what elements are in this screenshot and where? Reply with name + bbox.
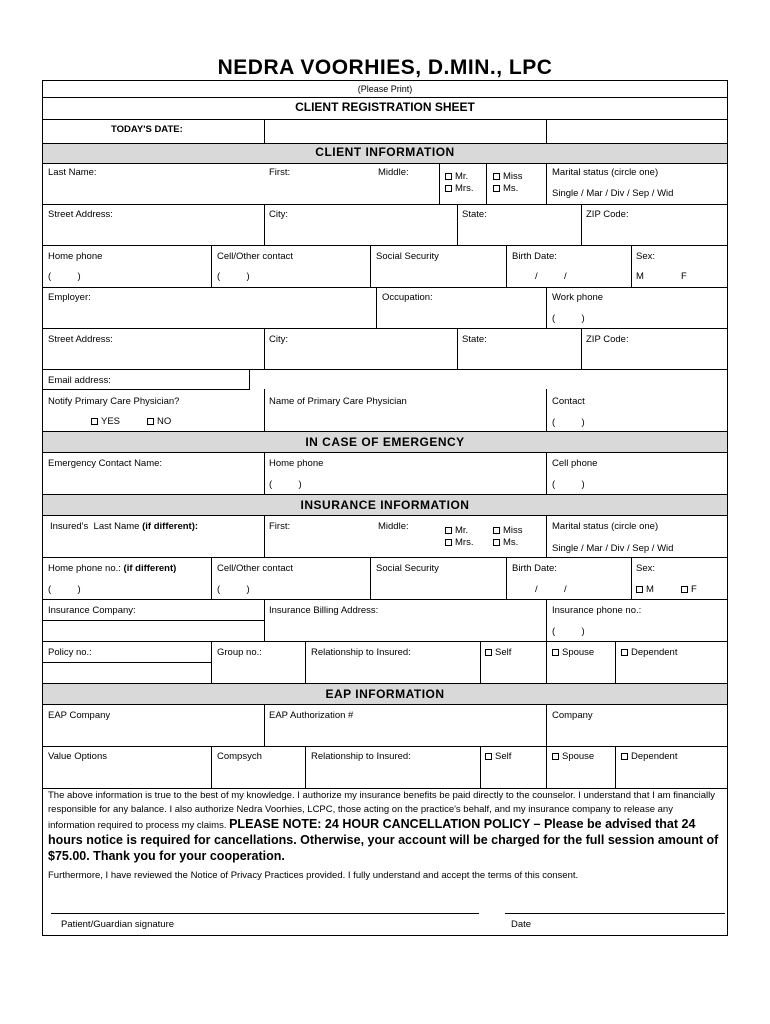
checkbox-icon <box>493 527 500 534</box>
checkbox-icon <box>636 586 643 593</box>
city-2-label: City: <box>269 334 288 345</box>
please-print: (Please Print) <box>357 84 413 94</box>
checkbox-icon <box>621 753 628 760</box>
group-no-label: Group no.: <box>217 647 262 658</box>
checkbox-icon <box>493 173 500 180</box>
insured-cell-label: Cell/Other contact <box>217 563 294 574</box>
pcp-contact-field[interactable]: ( ) <box>552 417 585 428</box>
occupation-label: Occupation: <box>382 292 433 303</box>
page-title: NEDRA VOORHIES, D.MIN., LPC <box>217 56 553 79</box>
eap-company-label: EAP Company <box>48 710 111 721</box>
checkbox-icon <box>445 527 452 534</box>
relationship-dependent[interactable]: Dependent <box>621 647 677 658</box>
ssn-label: Social Security <box>376 251 439 262</box>
signature-line[interactable] <box>51 913 479 914</box>
checkbox-icon <box>493 185 500 192</box>
insured-title-ms[interactable]: Ms. <box>493 537 518 548</box>
compsych-label: Compsych <box>217 751 262 762</box>
insured-ssn-label: Social Security <box>376 563 439 574</box>
title-mr[interactable]: Mr. <box>445 171 468 182</box>
city-label: City: <box>269 209 288 220</box>
insured-last-name-label: Insured's Last Name (if different): <box>50 521 199 532</box>
emergency-cell-phone-field[interactable]: ( ) <box>552 479 585 490</box>
insurance-title: INSURANCE INFORMATION <box>300 498 470 512</box>
pcp-contact-label: Contact <box>552 396 585 407</box>
insured-sex-f[interactable]: F <box>681 584 697 595</box>
first-name-label: First: <box>269 167 291 178</box>
insured-sex-m[interactable]: M <box>636 584 654 595</box>
relationship-spouse[interactable]: Spouse <box>552 647 594 658</box>
zip-label: ZIP Code: <box>586 209 629 220</box>
emergency-contact-label: Emergency Contact Name: <box>48 458 163 469</box>
checkbox-icon <box>91 418 98 425</box>
date-line[interactable] <box>505 913 725 914</box>
email-label: Email address: <box>48 375 111 386</box>
cell-contact-label: Cell/Other contact <box>217 251 294 262</box>
insured-title-mrs[interactable]: Mrs. <box>445 537 473 548</box>
checkbox-icon <box>485 753 492 760</box>
cell-contact-field[interactable]: ( ) <box>217 271 250 282</box>
eap-title: EAP INFORMATION <box>325 687 445 701</box>
work-phone-field[interactable]: ( ) <box>552 313 585 324</box>
signature-label: Patient/Guardian signature <box>61 919 175 930</box>
insurance-billing-label: Insurance Billing Address: <box>269 605 379 616</box>
insured-birth-label: Birth Date: <box>512 563 557 574</box>
relationship-label: Relationship to Insured: <box>311 647 411 658</box>
checkbox-icon <box>485 649 492 656</box>
insured-first-label: First: <box>269 521 291 532</box>
eap-relationship-self[interactable]: Self <box>485 751 511 762</box>
insured-home-phone-label: Home phone no.: (if different) <box>48 563 177 574</box>
insurance-company-label: Insurance Company: <box>48 605 136 616</box>
last-name-label: Last Name: <box>48 167 97 178</box>
insured-cell-field[interactable]: ( ) <box>217 584 250 595</box>
title-miss[interactable]: Miss <box>493 171 523 182</box>
street-address-label: Street Address: <box>48 209 113 220</box>
todays-date-label: TODAY'S DATE: <box>111 124 183 135</box>
insured-marital-options[interactable]: Single / Mar / Div / Sep / Wid <box>552 543 674 554</box>
zip-2-label: ZIP Code: <box>586 334 629 345</box>
date-label: Date <box>511 919 532 930</box>
client-info-title: CLIENT INFORMATION <box>315 145 455 159</box>
sex-f[interactable]: F <box>681 271 687 282</box>
home-phone-label: Home phone <box>48 251 103 262</box>
email-field[interactable] <box>250 370 728 389</box>
checkbox-icon <box>445 539 452 546</box>
todays-date-field[interactable] <box>265 120 545 142</box>
insured-title-mr[interactable]: Mr. <box>445 525 468 536</box>
sheet-title: CLIENT REGISTRATION SHEET <box>295 100 475 114</box>
relationship-self[interactable]: Self <box>485 647 511 658</box>
state-label: State: <box>462 209 487 220</box>
insured-birth-field[interactable]: / / <box>535 584 567 595</box>
emergency-title: IN CASE OF EMERGENCY <box>305 435 465 449</box>
checkbox-icon <box>445 173 452 180</box>
checkbox-icon <box>147 418 154 425</box>
eap-relationship-dependent[interactable]: Dependent <box>621 751 677 762</box>
insured-title-miss[interactable]: Miss <box>493 525 523 536</box>
street-address-2-label: Street Address: <box>48 334 113 345</box>
work-phone-label: Work phone <box>552 292 604 303</box>
middle-name-label: Middle: <box>378 167 409 178</box>
checkbox-icon <box>552 649 559 656</box>
state-2-label: State: <box>462 334 487 345</box>
sex-m[interactable]: M <box>636 271 644 282</box>
employer-label: Employer: <box>48 292 91 303</box>
cancellation-notice: PLEASE NOTE: 24 HOUR CANCELLATION POLICY – Please be advised that 24 hours notice is required for cancellations. Otherwise, your account will be charged for the full session amount of $75.00. Thank you for your cooperation. <box>48 817 719 863</box>
sex-label: Sex: <box>636 251 656 262</box>
eap-relationship-spouse[interactable]: Spouse <box>552 751 594 762</box>
marital-status-options[interactable]: Single / Mar / Div / Sep / Wid <box>552 188 674 199</box>
checkbox-icon <box>681 586 688 593</box>
registration-form <box>42 80 728 936</box>
pcp-name-label: Name of Primary Care Physician <box>269 396 407 407</box>
checkbox-icon <box>552 753 559 760</box>
birth-date-field[interactable]: / / <box>535 271 567 282</box>
eap-relationship-label: Relationship to Insured: <box>311 751 411 762</box>
value-options-label: Value Options <box>48 751 107 762</box>
insured-sex-label: Sex: <box>636 563 656 574</box>
checkbox-icon <box>445 185 452 192</box>
title-mrs[interactable]: Mrs. <box>445 183 473 194</box>
home-phone-field[interactable]: ( ) <box>48 271 81 282</box>
emergency-cell-phone-label: Cell phone <box>552 458 598 469</box>
checkbox-icon <box>621 649 628 656</box>
insurance-phone-field[interactable]: ( ) <box>552 626 585 637</box>
notify-pcp-yes[interactable]: YES <box>91 416 120 427</box>
emergency-home-phone-label: Home phone <box>269 458 324 469</box>
eap-auth-label: EAP Authorization # <box>269 710 354 721</box>
emergency-home-phone-field[interactable]: ( ) <box>269 479 302 490</box>
insured-home-phone-field[interactable]: ( ) <box>48 584 81 595</box>
insured-marital-label: Marital status (circle one) <box>552 521 659 532</box>
policy-no-label: Policy no.: <box>48 647 92 658</box>
consent-text: The above information is true to the best of my knowledge. I authorize my insurance benefits be paid directly to the counselor. I understand that I am financially responsible for any balance. I also authorize Nedra Voorhies, LCPC, those acting on the practice's behalf, and my insurance company to release any information required to process my claims. <box>48 790 715 831</box>
marital-status-label: Marital status (circle one) <box>552 167 659 178</box>
privacy-statement: Furthermore, I have reviewed the Notice of Privacy Practices provided. I fully understand and accept the terms of this consent. <box>48 870 579 881</box>
eap-company-2-label: Company <box>552 710 593 721</box>
notify-pcp-no[interactable]: NO <box>147 416 171 427</box>
insured-middle-label: Middle: <box>378 521 409 532</box>
consent-block <box>48 789 722 883</box>
notify-pcp-label: Notify Primary Care Physician? <box>48 396 180 407</box>
checkbox-icon <box>493 539 500 546</box>
birth-date-label: Birth Date: <box>512 251 557 262</box>
insurance-phone-label: Insurance phone no.: <box>552 605 642 616</box>
title-ms[interactable]: Ms. <box>493 183 518 194</box>
